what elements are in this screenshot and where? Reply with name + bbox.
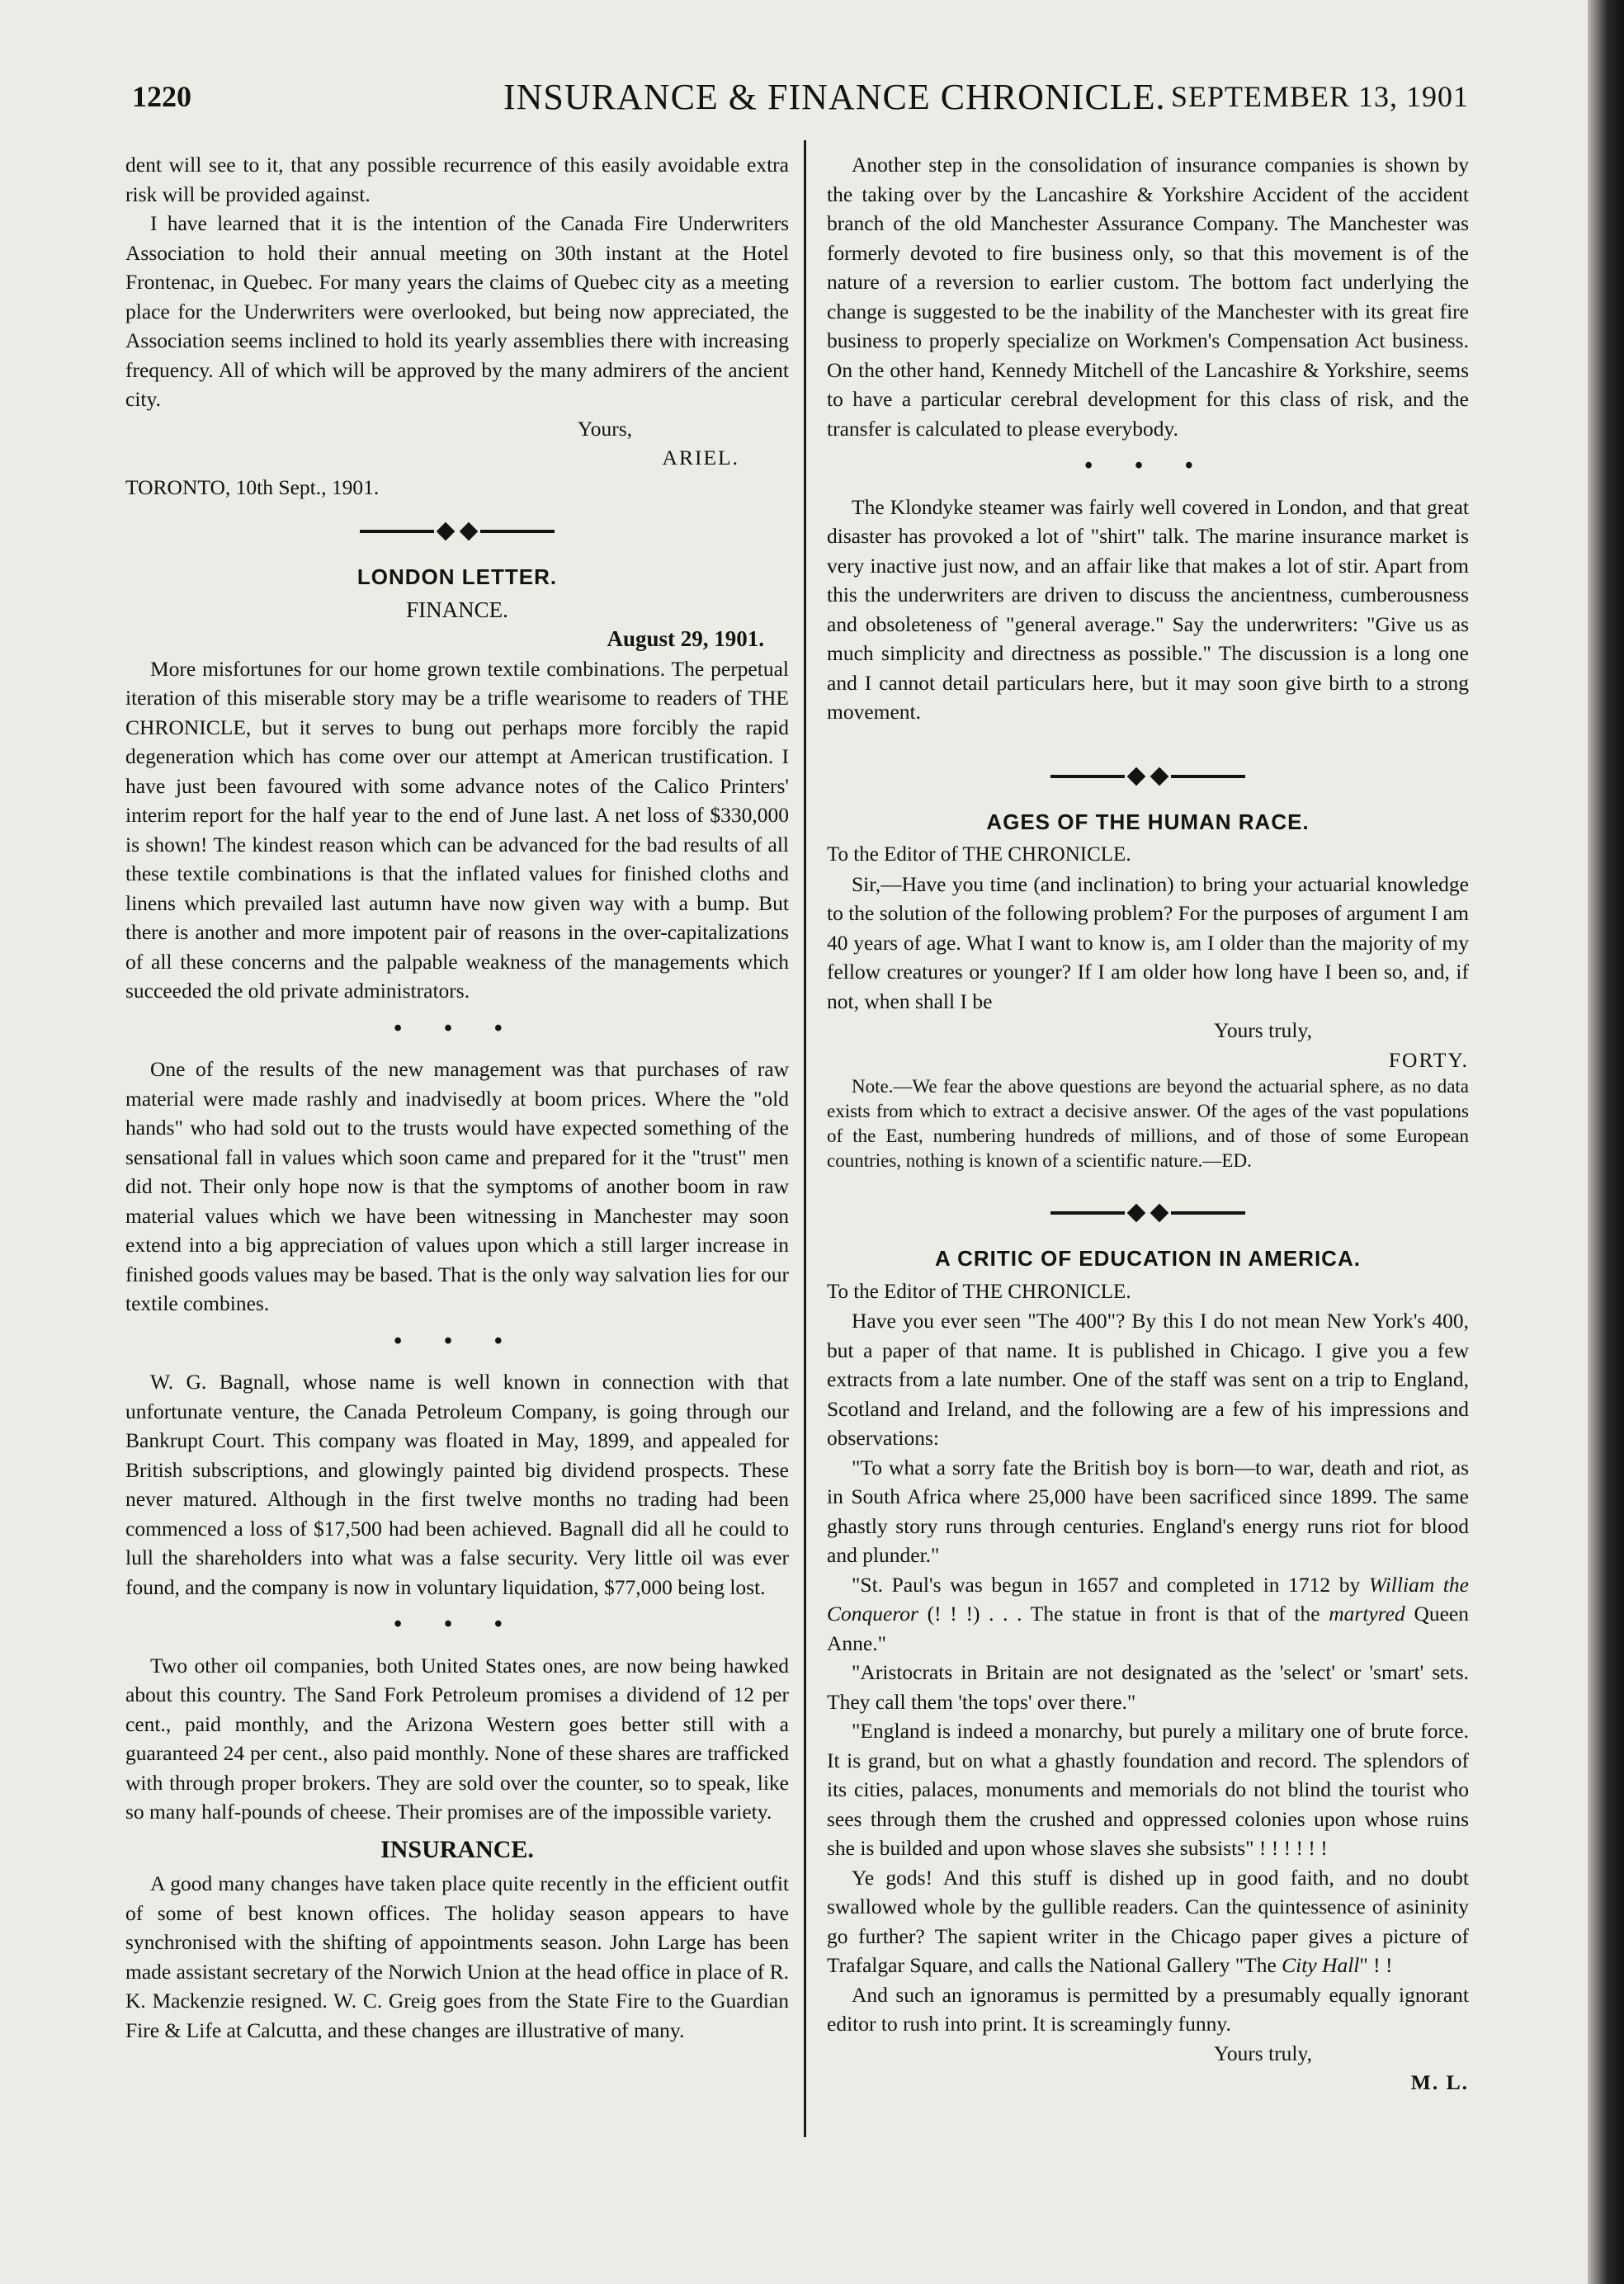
ages-title: AGES OF THE HUMAN RACE.	[986, 809, 1310, 834]
page-header	[132, 76, 1469, 125]
section-break-dots: • • •	[394, 1015, 521, 1041]
letter-signature: M. L.	[1410, 2070, 1469, 2094]
letter-closing: Yours truly,	[1213, 1018, 1312, 1042]
london-letter-date: August 29, 1901.	[607, 626, 764, 651]
letter-italic: City Hall	[1282, 1953, 1360, 1977]
letter-paragraph	[827, 1863, 1469, 1980]
insurance-subhead: INSURANCE.	[380, 1835, 534, 1863]
issue-date: SEPTEMBER 13, 1901	[1170, 80, 1469, 113]
ages-salutation: To the Editor of THE CHRONICLE.	[827, 843, 1131, 866]
article-paragraph: One of the results of the new management was that purchases of raw material were made rashly and inadvisedly at boom prices. Where the "old hands" who had sold out to the trusts would have expected something of the sensational fall in values which soon came and prepared for it the "trust" men did not. Their only hope now is that the symptoms of another boom in raw material values which we have been witnessing in Manchester may soon extend into a big appreciation of values upon which a still larger increase in finished goods values may be based. That is the only way salvation lies for our textile combines.	[125, 1057, 789, 1315]
letter-signature: ARIEL.	[662, 446, 739, 470]
letter-text: " ! !	[1359, 1953, 1393, 1977]
section-ornament	[827, 1196, 1469, 1229]
article-paragraph: Two other oil companies, both United States ones, are now being hawked about this country. The Sand Fork Petroleum promises a dividend of 12 per cent., paid monthly, and the Arizona Western goes better still with a guaranteed 24 per cent., also paid monthly. None of these shares are trafficked with through proper brokers. They are sold over the counter, so to speak, like so many half-pounds of cheese. Their promises are of the impossible variety.	[125, 1653, 789, 1824]
london-letter-subhead: FINANCE.	[406, 597, 508, 622]
quote-italic: William the Conqueror	[827, 1572, 1470, 1626]
letter-dateline: TORONTO, 10th Sept., 1901.	[125, 474, 380, 499]
section-break-dots: • • •	[394, 1612, 521, 1637]
letter-signature: FORTY.	[1388, 1047, 1469, 1072]
quote-italic: martyred	[1329, 1602, 1405, 1626]
editor-note: Note.—We fear the above questions are beyond the actuarial sphere, as no data exists from which to extract a decisive answer. Of the ages of the vast populations of the East, numbering hundreds of millions, and of those of some European countries, nothing is known of a scientific nature.—ED.	[827, 1076, 1469, 1171]
article-paragraph: More misfortunes for our home grown textile combinations. The perpetual iteration of this miserable story may be a trifle wearisome to readers of THE CHRONICLE, but it serves to bung out perhaps more forcibly the rapid degeneration which has come over our attempt at American trustification. I have just been favoured with some advance notes of the Calico Printers' interim report for the half year to the end of June last. A net loss of $330,000 is shown! The kindest reason which can be advanced for the bad results of all these textile combinations is that the inflated values for finished cloths and linens which prevailed last autumn have now given way with a bump. But there is another and more impotent pair of reasons in the over-capitalizations of all these concerns and the palpable weakness of the managements which succeeded the old private administrators.	[125, 656, 789, 1003]
article-paragraph: Another step in the consolidation of insurance companies is shown by the taking over by the Lancashire & Yorkshire Accident of the accident branch of the old Manchester Assurance Company. The Manchester was formerly devoted to fire business only, so that this movement is of the nature of a reversion to earlier custom. The bottom fact underlying the change is suggested to be the inability of the Manchester with its great fire business to properly specialize on Workmen's Compensation Act business. On the other hand, Kennedy Mitchell of the Lancashire & Yorkshire, seems to have a particular cerebral development for this class of risk, and the transfer is calculated to please everybody.	[827, 153, 1469, 441]
quote-text: (! ! !) . . . The statue in front is that of the	[918, 1602, 1329, 1626]
quoted-paragraph: "To what a sorry fate the British boy is born—to war, death and riot, as in South Africa where 25,000 have been sacrificed since 1899. The same ghastly story runs through centuries. England's energy runs riot for blood and plunder."	[827, 1455, 1469, 1567]
article-paragraph: W. G. Bagnall, whose name is well known in connection with that unfortunate venture, the Canada Petroleum Company, is going through our Bankrupt Court. This company was floated in May, 1899, and appealed for British subscriptions, and glowingly painted big dividend prospects. These never matured. Although in the first twelve months no trading had been commenced a loss of $17,500 had been achieved. Bagnall did all he could to lull the shareholders into what was a false security. Very little oil was ever found, and the company is now in voluntary liquidation, $77,000 being lost.	[125, 1370, 789, 1599]
quoted-paragraph	[827, 1570, 1469, 1659]
letter-paragraph: Sir,—Have you time (and inclination) to bring your actuarial knowledge to the solution of the following problem? For the purposes of argument I am 40 years of age. What I want to know is, am I older than the majority of my fellow creatures or younger? If I am older how long have I been so, and, if not, when shall I be	[827, 871, 1469, 1013]
page-number: 1220	[132, 80, 191, 113]
column-divider	[804, 140, 806, 2137]
london-letter-title: LONDON LETTER.	[356, 564, 558, 589]
section-ornament	[827, 760, 1469, 793]
letter-text: Ye gods! And this stuff is dished up in good faith, and no doubt swallowed whole by the gullible readers. Can the quintessence of asininity go further? The sapient writer in the Chicago paper gives a picture of Trafalgar Square, and calls the National Gallery "The	[827, 1865, 1469, 1977]
section-break-dots: • • •	[394, 1328, 521, 1354]
quoted-paragraph: "England is indeed a monarchy, but purely a military one of brute force. It is grand, but on what a ghastly foundation and record. The splendors of its cities, palaces, monuments and memorials do not blind the tourist who sees through them the crushed and oppressed colonies upon whose ruins she is builded and upon whose slaves she subsists" ! ! ! ! ! !	[827, 1719, 1469, 1860]
critic-salutation: To the Editor of THE CHRONICLE.	[827, 1280, 1131, 1303]
article-paragraph: A good many changes have taken place quite recently in the efficient outfit of some of best known offices. The holiday season appears to have synchronised with the shifting of appointments season. John Large has been made assistant secretary of the Norwich Union at the head office in place of R. K. Mackenzie resigned. W. C. Greig goes from the State Fire to the Guardian Fire & Life at Calcutta, and these changes are illustrative of many.	[125, 1871, 789, 2042]
quote-text: "St. Paul's was begun in 1657 and completed in 1712 by	[852, 1572, 1369, 1597]
right-column	[827, 150, 1469, 2098]
critic-title: A CRITIC OF EDUCATION IN AMERICA.	[935, 1246, 1361, 1271]
quoted-paragraph: "Aristocrats in Britain are not designated as the 'select' or 'smart' sets. They call them 'the tops' over there."	[827, 1660, 1469, 1714]
section-ornament	[125, 515, 789, 548]
letter-paragraph: And such an ignoramus is permitted by a presumably equally ignorant editor to rush into print. It is screamingly funny.	[827, 1982, 1469, 2036]
letter-paragraph: I have learned that it is the intention of the Canada Fire Underwriters Association to hold their annual meeting on 30th instant at the Hotel Frontenac, in Quebec. For many years the claims of Quebec city as a meeting place for the Underwriters were overlooked, but being now appreciated, the Association seems inclined to hold its yearly assemblies there with increasing frequency. All of which will be approved by the many admirers of the ancient city.	[125, 211, 789, 411]
masthead-title: INSURANCE & FINANCE CHRONICLE.	[503, 77, 1166, 117]
quote-text: Queen Anne."	[827, 1602, 1469, 1655]
letter-closing: Yours truly,	[1213, 2041, 1312, 2065]
article-paragraph: The Klondyke steamer was fairly well covered in London, and that great disaster has provoked a lot of "shirt" talk. The marine insurance market is very inactive just now, and an affair like that makes a lot of stir. Apart from this the underwriters are driven to discuss the ancientness, cumberousness and obsoleteness of "general average." Say the underwriters: "Give us as much simplicity and directness as possible." The discussion is a long one and I cannot detail particulars here, but it may soon give birth to a strong movement.	[827, 494, 1469, 724]
section-break-dots: • • •	[1084, 453, 1211, 479]
left-column	[125, 150, 789, 2045]
letter-continuation: dent will see to it, that any possible recurrence of this easily avoidable extra risk will be provided against.	[125, 153, 789, 206]
letter-paragraph: Have you ever seen "The 400"? By this I do not mean New York's 400, but a paper of that name. It is published in Chicago. I give you a few extracts from a late number. One of the staff was sent on a trip to England, Scotland and Ireland, and the following are a few of his impressions and observations:	[827, 1309, 1469, 1450]
page-shadow-edge	[1588, 0, 1624, 2284]
letter-closing: Yours,	[577, 416, 632, 441]
